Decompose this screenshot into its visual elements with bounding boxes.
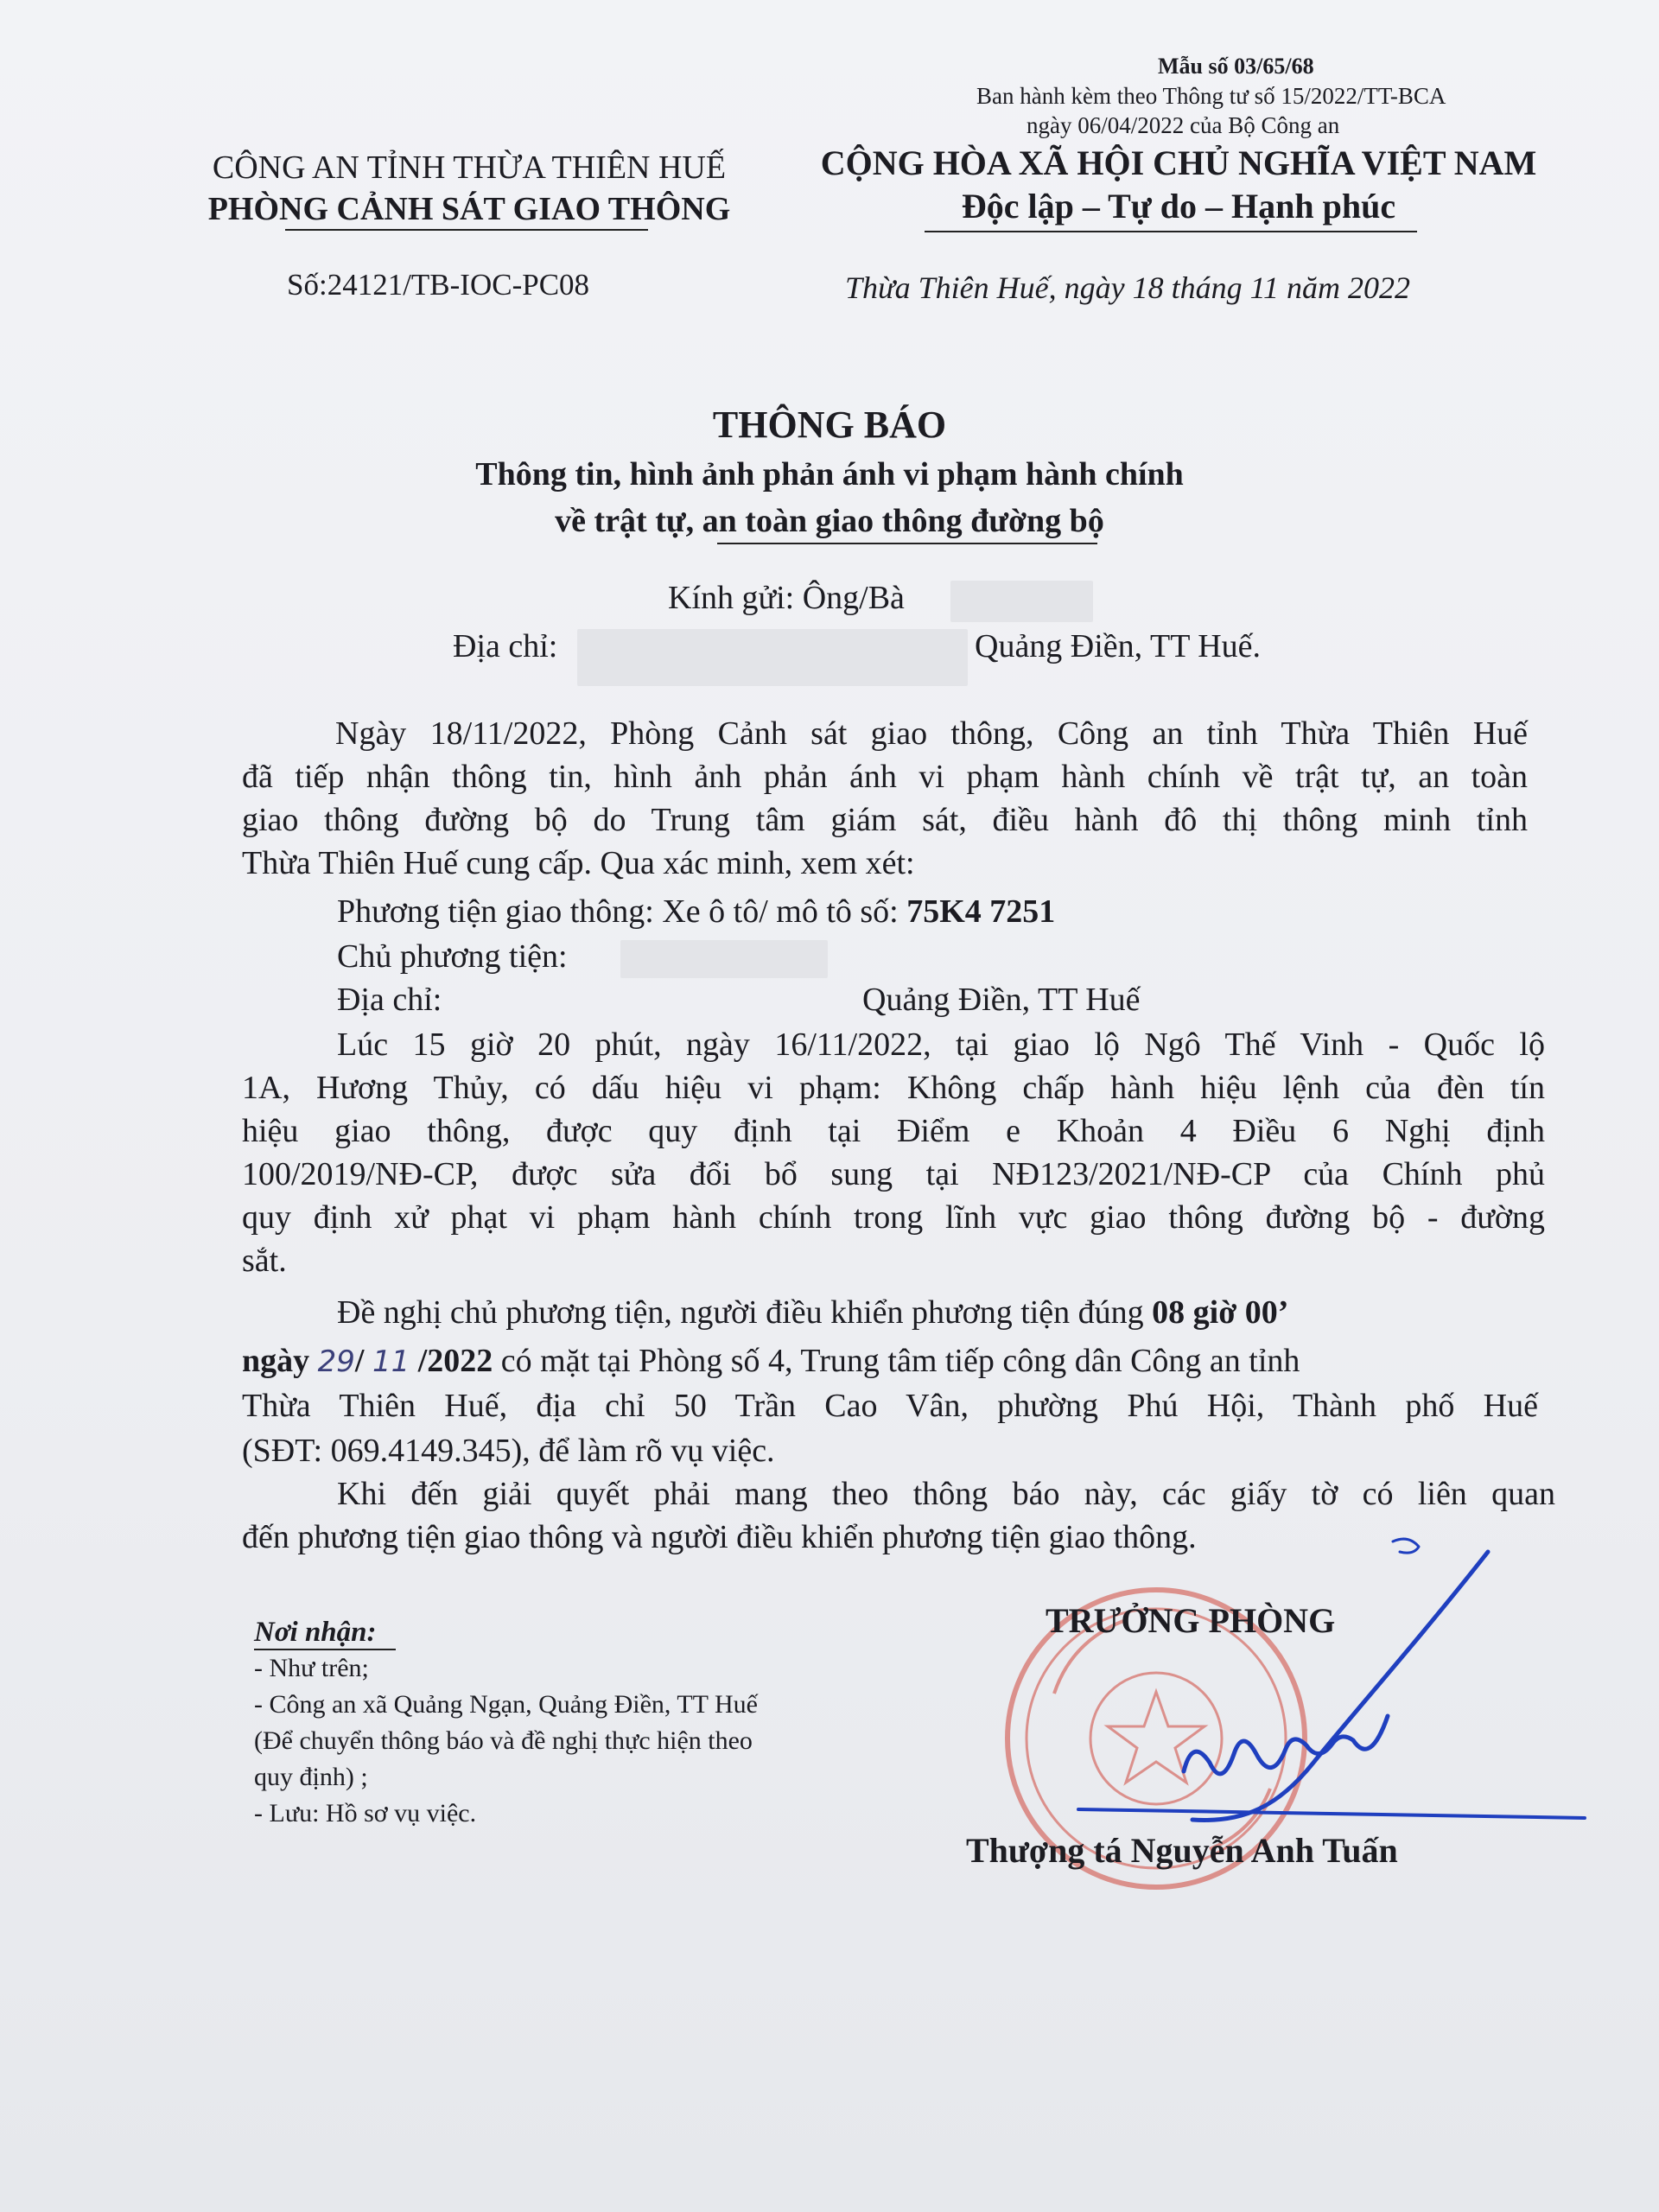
appointment-date-label: ngày (242, 1343, 318, 1379)
body-line: quy định xử phạt vi phạm hành chính trong lĩnh vực giao thông đường bộ - đường (242, 1199, 1545, 1236)
signature (1078, 1539, 1585, 1820)
place-date: Thừa Thiên Huế, ngày 18 tháng 11 năm 2022 (845, 270, 1410, 305)
owner-address-value: Quảng Điền, TT Huế (862, 982, 1141, 1018)
body-line: giao thông đường bộ do Trung tâm giám sát, điều hành đô thị thông minh tỉnh (242, 802, 1528, 838)
recipient-item: (Để chuyển thông báo và đề nghị thực hiện theo (254, 1726, 753, 1755)
body-line: đã tiếp nhận thông tin, hình ảnh phản ánh vi phạm hành chính về trật tự, an toàn (242, 759, 1528, 795)
license-plate: 75K4 7251 (906, 893, 1056, 930)
recipient-address-label: Địa chỉ: (453, 628, 558, 664)
recipients-title: Nơi nhận: (254, 1617, 377, 1648)
document-subtitle-line2: về trật tự, an toàn giao thông đường bộ (555, 503, 1104, 539)
appointment-place: có mặt tại Phòng số 4, Trung tâm tiếp công dân Công an tỉnh (493, 1343, 1300, 1379)
handwritten-day: 29 (317, 1344, 355, 1379)
body-line: Khi đến giải quyết phải mang theo thông báo này, các giấy tờ có liên quan (337, 1476, 1555, 1512)
owner-address-label: Địa chỉ: (337, 982, 442, 1018)
body-line: sắt. (242, 1243, 287, 1279)
body-line: đến phương tiện giao thông và người điều khiển phương tiện giao thông. (242, 1519, 1197, 1555)
recipient-item: quy định) ; (254, 1763, 368, 1791)
form-number: Mẫu số 03/65/68 (1158, 54, 1314, 79)
recipient-item: - Như trên; (254, 1654, 369, 1682)
body-line: 100/2019/NĐ-CP, được sửa đổi bổ sung tại NĐ123/2021/NĐ-CP của Chính phủ (242, 1156, 1545, 1192)
document-title: THÔNG BÁO (712, 404, 947, 446)
owner-label: Chủ phương tiện: (337, 938, 568, 975)
nation-title: CỘNG HÒA XÃ HỘI CHỦ NGHĨA VIỆT NAM (820, 143, 1537, 182)
signer-role: TRƯỞNG PHÒNG (1046, 1601, 1336, 1640)
recipient-item: - Lưu: Hồ sơ vụ việc. (254, 1799, 477, 1827)
body-line: 1A, Hương Thủy, có dấu hiệu vi phạm: Không chấp hành hiệu lệnh của đèn tín (242, 1070, 1545, 1106)
body-line: Lúc 15 giờ 20 phút, ngày 16/11/2022, tại giao lộ Ngô Thế Vinh - Quốc lộ (337, 1027, 1545, 1063)
agency-parent: CÔNG AN TỈNH THỪA THIÊN HUẾ (212, 149, 727, 186)
date-separator: / (354, 1343, 372, 1379)
body-line: Ngày 18/11/2022, Phòng Cảnh sát giao thông, Công an tỉnh Thừa Thiên Huế (335, 715, 1528, 752)
form-issued-line: Ban hành kèm theo Thông tư số 15/2022/TT-BCA (976, 83, 1446, 109)
recipient-item: - Công an xã Quảng Ngạn, Quảng Điền, TT Huế (254, 1690, 758, 1719)
appointment-year: /2022 (410, 1343, 493, 1379)
signer-name: Thượng tá Nguyễn Anh Tuấn (966, 1831, 1398, 1870)
body-line: Thừa Thiên Huế, địa chỉ 50 Trần Cao Vân, phường Phú Hội, Thành phố Huế (242, 1388, 1538, 1424)
document-number: Số:24121/TB-IOC-PC08 (287, 268, 590, 302)
form-date-line: ngày 06/04/2022 của Bộ Công an (1027, 112, 1340, 138)
appointment-time: 08 giờ 00’ (1152, 1294, 1289, 1331)
agency-name: PHÒNG CẢNH SÁT GIAO THÔNG (207, 191, 731, 227)
motto: Độc lập – Tự do – Hạnh phúc (961, 187, 1396, 226)
recipient-greeting: Kính gửi: Ông/Bà (668, 580, 905, 616)
body-line: hiệu giao thông, được quy định tại Điểm e Khoản 4 Điều 6 Nghị định (242, 1113, 1545, 1149)
body-line: (SĐT: 069.4149.345), để làm rõ vụ việc. (242, 1433, 775, 1469)
document-subtitle-line1: Thông tin, hình ảnh phản ánh vi phạm hành chính (475, 456, 1184, 493)
recipient-address-value: Quảng Điền, TT Huế. (975, 628, 1262, 664)
handwritten-month: 11 (372, 1344, 410, 1379)
body-line: Thừa Thiên Huế cung cấp. Qua xác minh, xem xét: (242, 845, 915, 881)
appointment-text: Đề nghị chủ phương tiện, người điều khiển phương tiện đúng (337, 1294, 1153, 1331)
vehicle-label: Phương tiện giao thông: Xe ô tô/ mô tô số: (337, 893, 907, 930)
